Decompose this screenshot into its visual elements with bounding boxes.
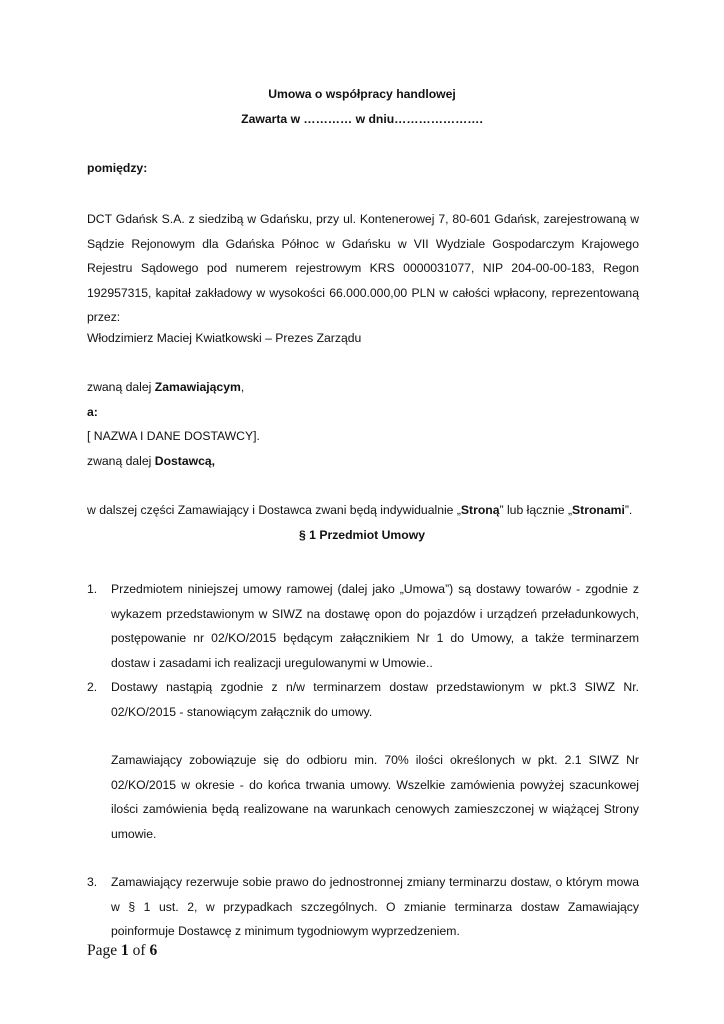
called-suffix-1: , [240, 380, 245, 394]
party1-paragraph: DCT Gdańsk S.A. z siedzibą w Gdańsku, przy ul. Kontenerowej 7, 80-601 Gdańsk, zarejestrowaną w Sądzie Rejonowym dla Gdańska Północ w Gdańsku w VII Wydziale Gospodarczym Krajowego Rejestru Sądowego pod numerem rejestrowym KRS 0000031077, NIP 204-00-00-183, Regon 192957315, kapitał zakładowy w wysokości 66.000.000,00 PLN w całości wpłacony, reprezentowaną przez: [87, 212, 639, 324]
document-title: Umowa o współpracy handlowej [268, 87, 456, 101]
called-zamawiajacy [87, 380, 244, 394]
representative: Włodzimierz Maciej Kwiatkowski – Prezes Zarządu [87, 331, 362, 345]
party-plural-term: Stronami [572, 503, 625, 517]
footer-of-word: of [128, 942, 150, 959]
commitment-paragraph: Zamawiający zobowiązuje się do odbioru min. 70% ilości określonych w pkt. 2.1 SIWZ Nr 02/KO/2015 w okresie - do końca trwania umowy. Wszelkie zamówienia powyżej szacunkowej ilości zamówienia będą realizowane na warunkach cenowych zamieszczonej w wiążącej Strony umowie. [111, 753, 639, 841]
footer-page-word: Page [87, 942, 122, 959]
party2-placeholder: [ NAZWA I DANE DOSTAWCY]. [87, 429, 260, 443]
called-dostawca [87, 454, 215, 468]
parties-mid: ” lub łącznie „ [499, 503, 573, 517]
called-dostawca-term: Dostawcą, [154, 454, 216, 468]
section-1-heading: § 1 Przedmiot Umowy [299, 528, 425, 542]
list-item-text: Zamawiający rezerwuje sobie prawo do jednostronnej zmiany terminarzu dostaw, o którym mowa w § 1 ust. 2, w przypadkach szczególnych. O zmianie terminarza dostaw Zamawiający poinformuje Dostawcę z minimum tygodniowym wyprzedzeniem. [111, 875, 639, 938]
called-prefix-1: zwaną dalej [87, 380, 155, 394]
list-item-number: 3. [87, 875, 98, 889]
and-label: a: [87, 405, 98, 419]
document-subtitle: Zawarta w ………… w dniu…………………. [241, 112, 483, 126]
parties-prefix: w dalszej części Zamawiający i Dostawca zwani będą indywidualnie „ [87, 503, 461, 517]
list-item-text: Dostawy nastąpią zgodnie z n/w terminarzem dostaw przedstawionym w pkt.3 SIWZ Nr. 02/KO/2015 - stanowiącym załącznik do umowy. [111, 680, 639, 719]
list-item-number: 1. [87, 582, 98, 596]
page-footer [87, 942, 157, 960]
parties-definition [87, 503, 632, 517]
footer-page-number: 1 [121, 942, 129, 959]
between-label: pomiędzy: [87, 161, 148, 175]
called-prefix-2: zwaną dalej [87, 454, 155, 468]
footer-page-total: 6 [149, 942, 158, 959]
party-single-term: Stroną [460, 503, 500, 517]
called-zamawiajacy-term: Zamawiającym [154, 380, 241, 394]
list-item-text: Przedmiotem niniejszej umowy ramowej (dalej jako „Umowa”) są dostawy towarów - zgodnie z wykazem przedstawionym w SIWZ na dostawę opon do pojazdów i urządzeń przeładunkowych, postępowanie nr 02/KO/2015 będącym załącznikiem Nr 1 do Umowy, a także terminarzem dostaw i zasadami ich realizacji uregulowanymi w Umowie.. [111, 582, 639, 670]
parties-suffix: ”. [624, 503, 633, 517]
list-item-number: 2. [87, 680, 98, 694]
